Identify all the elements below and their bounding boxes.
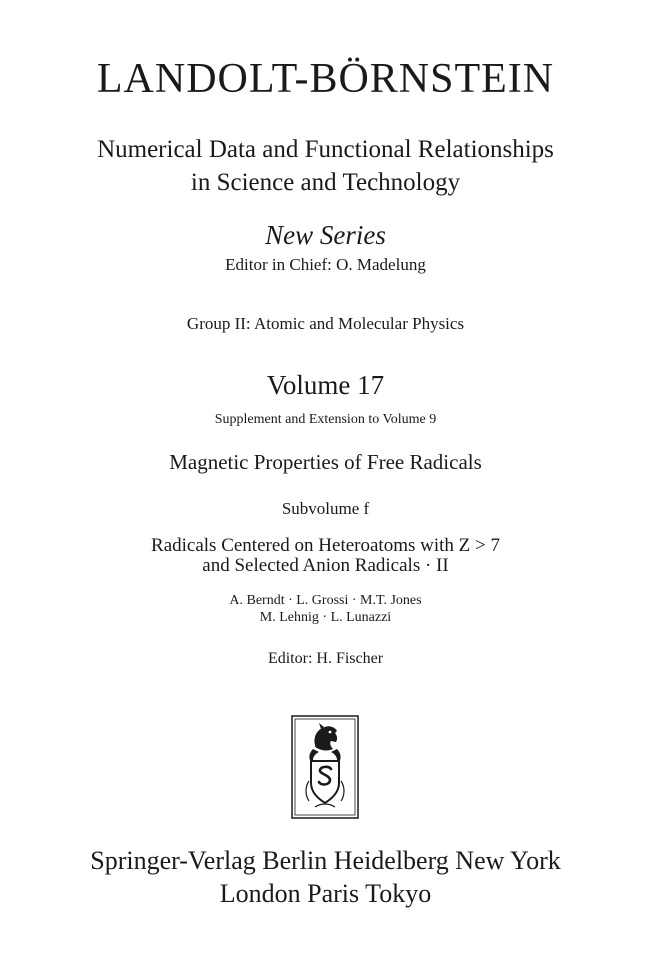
editor-in-chief: Editor in Chief: O. Madelung [225, 255, 426, 274]
subtitle-line-2: in Science and Technology [190, 169, 461, 196]
springer-knight-logo-icon [291, 715, 359, 819]
volume-heading: Volume 17 [266, 370, 385, 400]
subtitle-line-1: Numerical Data and Functional Relationships [97, 136, 554, 163]
authors-line-2: M. Lehnig · L. Lunazzi [259, 610, 392, 625]
publisher-line-2: London Paris Tokyo [219, 879, 432, 908]
group-heading: Group II: Atomic and Molecular Physics [186, 314, 465, 333]
authors-line-1: A. Berndt · L. Grossi · M.T. Jones [229, 593, 422, 608]
subvolume-title-line-2: and Selected Anion Radicals · II [202, 555, 449, 576]
new-series-heading: New Series [265, 220, 386, 250]
publisher-line-1: Springer-Verlag Berlin Heidelberg New York [90, 846, 561, 875]
supplement-note: Supplement and Extension to Volume 9 [214, 412, 437, 427]
subvolume-title-line-1: Radicals Centered on Heteroatoms with Z > 7 [151, 535, 500, 556]
volume-editor: Editor: H. Fischer [267, 650, 384, 667]
volume-title: Magnetic Properties of Free Radicals [169, 450, 482, 474]
subvolume-heading: Subvolume f [281, 499, 370, 518]
series-title: LANDOLT-BÖRNSTEIN [96, 56, 555, 102]
